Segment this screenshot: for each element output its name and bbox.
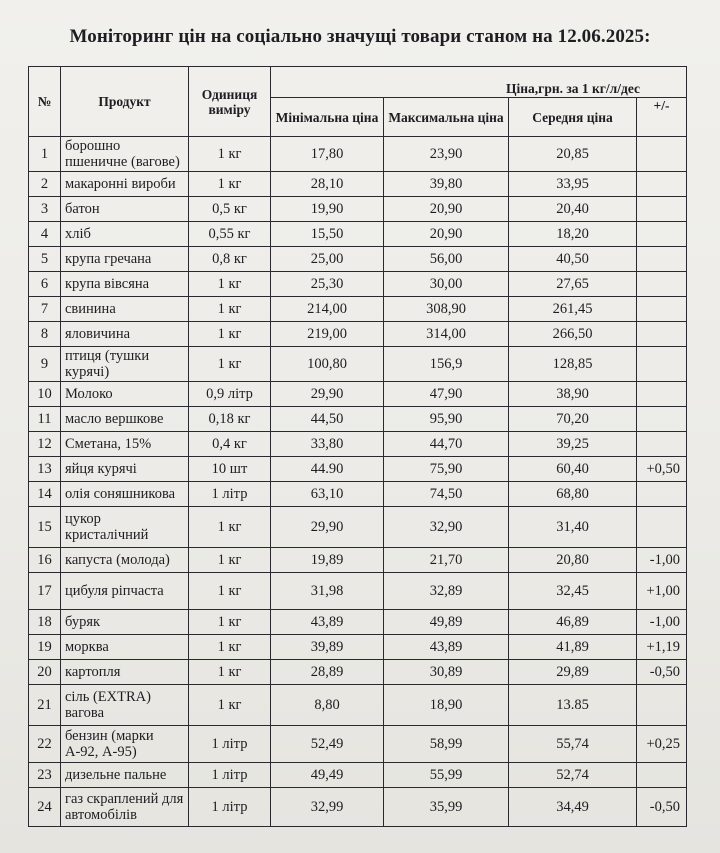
row-unit: 1 кг — [189, 573, 271, 610]
row-change — [637, 247, 687, 272]
table-row — [29, 407, 687, 432]
row-change: -1,00 — [637, 610, 687, 635]
table-row — [29, 507, 687, 548]
row-product: хліб — [61, 222, 189, 247]
row-number: 15 — [29, 507, 61, 548]
table-row — [29, 548, 687, 573]
row-max-price: 32,90 — [384, 507, 509, 548]
row-number: 22 — [29, 726, 61, 763]
row-avg-price: 29,89 — [509, 660, 637, 685]
row-avg-price: 41,89 — [509, 635, 637, 660]
row-unit: 1 літр — [189, 482, 271, 507]
row-avg-price: 31,40 — [509, 507, 637, 548]
row-change — [637, 347, 687, 382]
row-unit: 0,18 кг — [189, 407, 271, 432]
row-unit: 1 кг — [189, 610, 271, 635]
page-title: Моніторинг цін на соціально значущі товари станом на 12.06.2025: — [69, 26, 651, 47]
row-number: 9 — [29, 347, 61, 382]
row-unit: 1 кг — [189, 322, 271, 347]
row-change — [637, 685, 687, 726]
row-number: 6 — [29, 272, 61, 297]
row-min-price: 44,50 — [271, 407, 384, 432]
row-max-price: 20,90 — [384, 197, 509, 222]
row-change — [637, 507, 687, 548]
row-unit: 1 кг — [189, 685, 271, 726]
table-row — [29, 432, 687, 457]
row-max-price: 308,90 — [384, 297, 509, 322]
row-change: +1,19 — [637, 635, 687, 660]
table-row — [29, 635, 687, 660]
row-number: 1 — [29, 137, 61, 172]
row-change — [637, 222, 687, 247]
row-unit: 1 кг — [189, 137, 271, 172]
row-number: 5 — [29, 247, 61, 272]
row-change — [637, 407, 687, 432]
table-row — [29, 272, 687, 297]
row-unit: 0,9 літр — [189, 382, 271, 407]
row-product: птиця (тушки курячі) — [61, 347, 189, 382]
table-body — [29, 137, 687, 827]
row-max-price: 56,00 — [384, 247, 509, 272]
row-max-price: 32,89 — [384, 573, 509, 610]
header-num: № — [29, 67, 61, 137]
row-unit: 1 кг — [189, 507, 271, 548]
row-number: 11 — [29, 407, 61, 432]
row-avg-price: 68,80 — [509, 482, 637, 507]
row-unit: 1 літр — [189, 763, 271, 788]
row-product: газ скраплений для автомобілів — [61, 788, 189, 827]
row-min-price: 219,00 — [271, 322, 384, 347]
table-row — [29, 610, 687, 635]
row-max-price: 75,90 — [384, 457, 509, 482]
row-number: 8 — [29, 322, 61, 347]
header-max: Максимальна ціна — [384, 98, 509, 137]
row-product: картопля — [61, 660, 189, 685]
table-row — [29, 573, 687, 610]
row-number: 14 — [29, 482, 61, 507]
row-max-price: 44,70 — [384, 432, 509, 457]
table-row — [29, 172, 687, 197]
row-avg-price: 55,74 — [509, 726, 637, 763]
row-product: яловичина — [61, 322, 189, 347]
row-unit: 1 кг — [189, 635, 271, 660]
row-min-price: 25,30 — [271, 272, 384, 297]
row-max-price: 39,80 — [384, 172, 509, 197]
row-product: свинина — [61, 297, 189, 322]
row-min-price: 44.90 — [271, 457, 384, 482]
row-avg-price: 46,89 — [509, 610, 637, 635]
row-product: Сметана, 15% — [61, 432, 189, 457]
row-product: яйця курячі — [61, 457, 189, 482]
table-row — [29, 763, 687, 788]
row-number: 4 — [29, 222, 61, 247]
header-product: Продукт — [61, 67, 189, 137]
row-product: сіль (EXTRA) вагова — [61, 685, 189, 726]
row-avg-price: 266,50 — [509, 322, 637, 347]
row-max-price: 55,99 — [384, 763, 509, 788]
row-max-price: 58,99 — [384, 726, 509, 763]
row-change: -1,00 — [637, 548, 687, 573]
row-max-price: 35,99 — [384, 788, 509, 827]
row-avg-price: 20,40 — [509, 197, 637, 222]
row-avg-price: 18,20 — [509, 222, 637, 247]
row-avg-price: 34,49 — [509, 788, 637, 827]
row-product: макаронні вироби — [61, 172, 189, 197]
row-product: дизельне пальне — [61, 763, 189, 788]
row-min-price: 39,89 — [271, 635, 384, 660]
row-max-price: 74,50 — [384, 482, 509, 507]
row-unit: 10 шт — [189, 457, 271, 482]
row-max-price: 314,00 — [384, 322, 509, 347]
row-product: крупа вівсяна — [61, 272, 189, 297]
header-price-group: Ціна,грн. за 1 кг/л/дес — [271, 79, 687, 98]
row-min-price: 31,98 — [271, 573, 384, 610]
header-change: +/- — [637, 98, 687, 137]
row-unit: 1 літр — [189, 788, 271, 827]
row-product: буряк — [61, 610, 189, 635]
header-spacer — [271, 67, 687, 80]
row-change — [637, 272, 687, 297]
row-product: цибуля ріпчаста — [61, 573, 189, 610]
row-product: олія соняшникова — [61, 482, 189, 507]
row-min-price: 17,80 — [271, 137, 384, 172]
row-change — [637, 482, 687, 507]
row-min-price: 214,00 — [271, 297, 384, 322]
table-row — [29, 222, 687, 247]
row-product: цукор кристалічний — [61, 507, 189, 548]
table-row — [29, 297, 687, 322]
row-min-price: 19,89 — [271, 548, 384, 573]
row-change — [637, 137, 687, 172]
row-number: 2 — [29, 172, 61, 197]
row-avg-price: 60,40 — [509, 457, 637, 482]
row-min-price: 29,90 — [271, 382, 384, 407]
table-row — [29, 347, 687, 382]
row-unit: 1 кг — [189, 272, 271, 297]
row-max-price: 47,90 — [384, 382, 509, 407]
row-number: 17 — [29, 573, 61, 610]
row-number: 24 — [29, 788, 61, 827]
row-change — [637, 432, 687, 457]
row-product: батон — [61, 197, 189, 222]
row-change — [637, 297, 687, 322]
row-product: масло вершкове — [61, 407, 189, 432]
row-number: 7 — [29, 297, 61, 322]
row-change — [637, 172, 687, 197]
row-number: 10 — [29, 382, 61, 407]
row-number: 16 — [29, 548, 61, 573]
row-product: крупа гречана — [61, 247, 189, 272]
row-min-price: 28,89 — [271, 660, 384, 685]
row-min-price: 25,00 — [271, 247, 384, 272]
row-min-price: 15,50 — [271, 222, 384, 247]
row-number: 13 — [29, 457, 61, 482]
row-min-price: 43,89 — [271, 610, 384, 635]
row-unit: 0,55 кг — [189, 222, 271, 247]
row-avg-price: 27,65 — [509, 272, 637, 297]
row-unit: 0,5 кг — [189, 197, 271, 222]
row-change — [637, 763, 687, 788]
row-change — [637, 382, 687, 407]
row-unit: 1 кг — [189, 548, 271, 573]
header-avg: Середня ціна — [509, 98, 637, 137]
header-unit: Одиниця виміру — [189, 67, 271, 137]
row-unit: 1 кг — [189, 660, 271, 685]
row-unit: 1 кг — [189, 347, 271, 382]
row-avg-price: 13.85 — [509, 685, 637, 726]
row-min-price: 29,90 — [271, 507, 384, 548]
row-product: капуста (молода) — [61, 548, 189, 573]
row-change: -0,50 — [637, 788, 687, 827]
row-avg-price: 128,85 — [509, 347, 637, 382]
row-avg-price: 38,90 — [509, 382, 637, 407]
row-max-price: 30,00 — [384, 272, 509, 297]
row-number: 20 — [29, 660, 61, 685]
row-max-price: 21,70 — [384, 548, 509, 573]
row-max-price: 43,89 — [384, 635, 509, 660]
row-avg-price: 32,45 — [509, 573, 637, 610]
row-avg-price: 52,74 — [509, 763, 637, 788]
row-min-price: 100,80 — [271, 347, 384, 382]
row-min-price: 28,10 — [271, 172, 384, 197]
row-min-price: 49,49 — [271, 763, 384, 788]
table-row — [29, 726, 687, 763]
row-max-price: 18,90 — [384, 685, 509, 726]
row-unit: 0,4 кг — [189, 432, 271, 457]
row-avg-price: 70,20 — [509, 407, 637, 432]
row-number: 21 — [29, 685, 61, 726]
row-max-price: 156,9 — [384, 347, 509, 382]
row-number: 23 — [29, 763, 61, 788]
row-avg-price: 20,85 — [509, 137, 637, 172]
header-min: Мінімальна ціна — [271, 98, 384, 137]
row-avg-price: 33,95 — [509, 172, 637, 197]
row-unit: 1 кг — [189, 297, 271, 322]
row-avg-price: 261,45 — [509, 297, 637, 322]
row-number: 18 — [29, 610, 61, 635]
row-product: Молоко — [61, 382, 189, 407]
row-number: 3 — [29, 197, 61, 222]
table-row — [29, 788, 687, 827]
row-min-price: 8,80 — [271, 685, 384, 726]
row-max-price: 49,89 — [384, 610, 509, 635]
row-change: +1,00 — [637, 573, 687, 610]
row-number: 12 — [29, 432, 61, 457]
table-row — [29, 685, 687, 726]
row-avg-price: 40,50 — [509, 247, 637, 272]
table-row — [29, 322, 687, 347]
row-change — [637, 197, 687, 222]
table-row — [29, 482, 687, 507]
row-max-price: 30,89 — [384, 660, 509, 685]
table-row — [29, 660, 687, 685]
row-unit: 1 кг — [189, 172, 271, 197]
row-unit: 0,8 кг — [189, 247, 271, 272]
table-row — [29, 382, 687, 407]
row-change: +0,25 — [637, 726, 687, 763]
table-row — [29, 197, 687, 222]
row-min-price: 33,80 — [271, 432, 384, 457]
row-product: морква — [61, 635, 189, 660]
header-row-top — [29, 67, 687, 80]
table-row — [29, 137, 687, 172]
row-min-price: 32,99 — [271, 788, 384, 827]
row-max-price: 23,90 — [384, 137, 509, 172]
row-change — [637, 322, 687, 347]
row-number: 19 — [29, 635, 61, 660]
row-change: +0,50 — [637, 457, 687, 482]
row-product: борошно пшеничне (вагове) — [61, 137, 189, 172]
row-change: -0,50 — [637, 660, 687, 685]
price-table — [28, 66, 687, 827]
row-min-price: 63,10 — [271, 482, 384, 507]
row-max-price: 95,90 — [384, 407, 509, 432]
table-row — [29, 247, 687, 272]
row-product: бензин (марки А-92, А-95) — [61, 726, 189, 763]
row-min-price: 19,90 — [271, 197, 384, 222]
table-row — [29, 457, 687, 482]
row-avg-price: 20,80 — [509, 548, 637, 573]
row-avg-price: 39,25 — [509, 432, 637, 457]
row-unit: 1 літр — [189, 726, 271, 763]
row-max-price: 20,90 — [384, 222, 509, 247]
row-min-price: 52,49 — [271, 726, 384, 763]
